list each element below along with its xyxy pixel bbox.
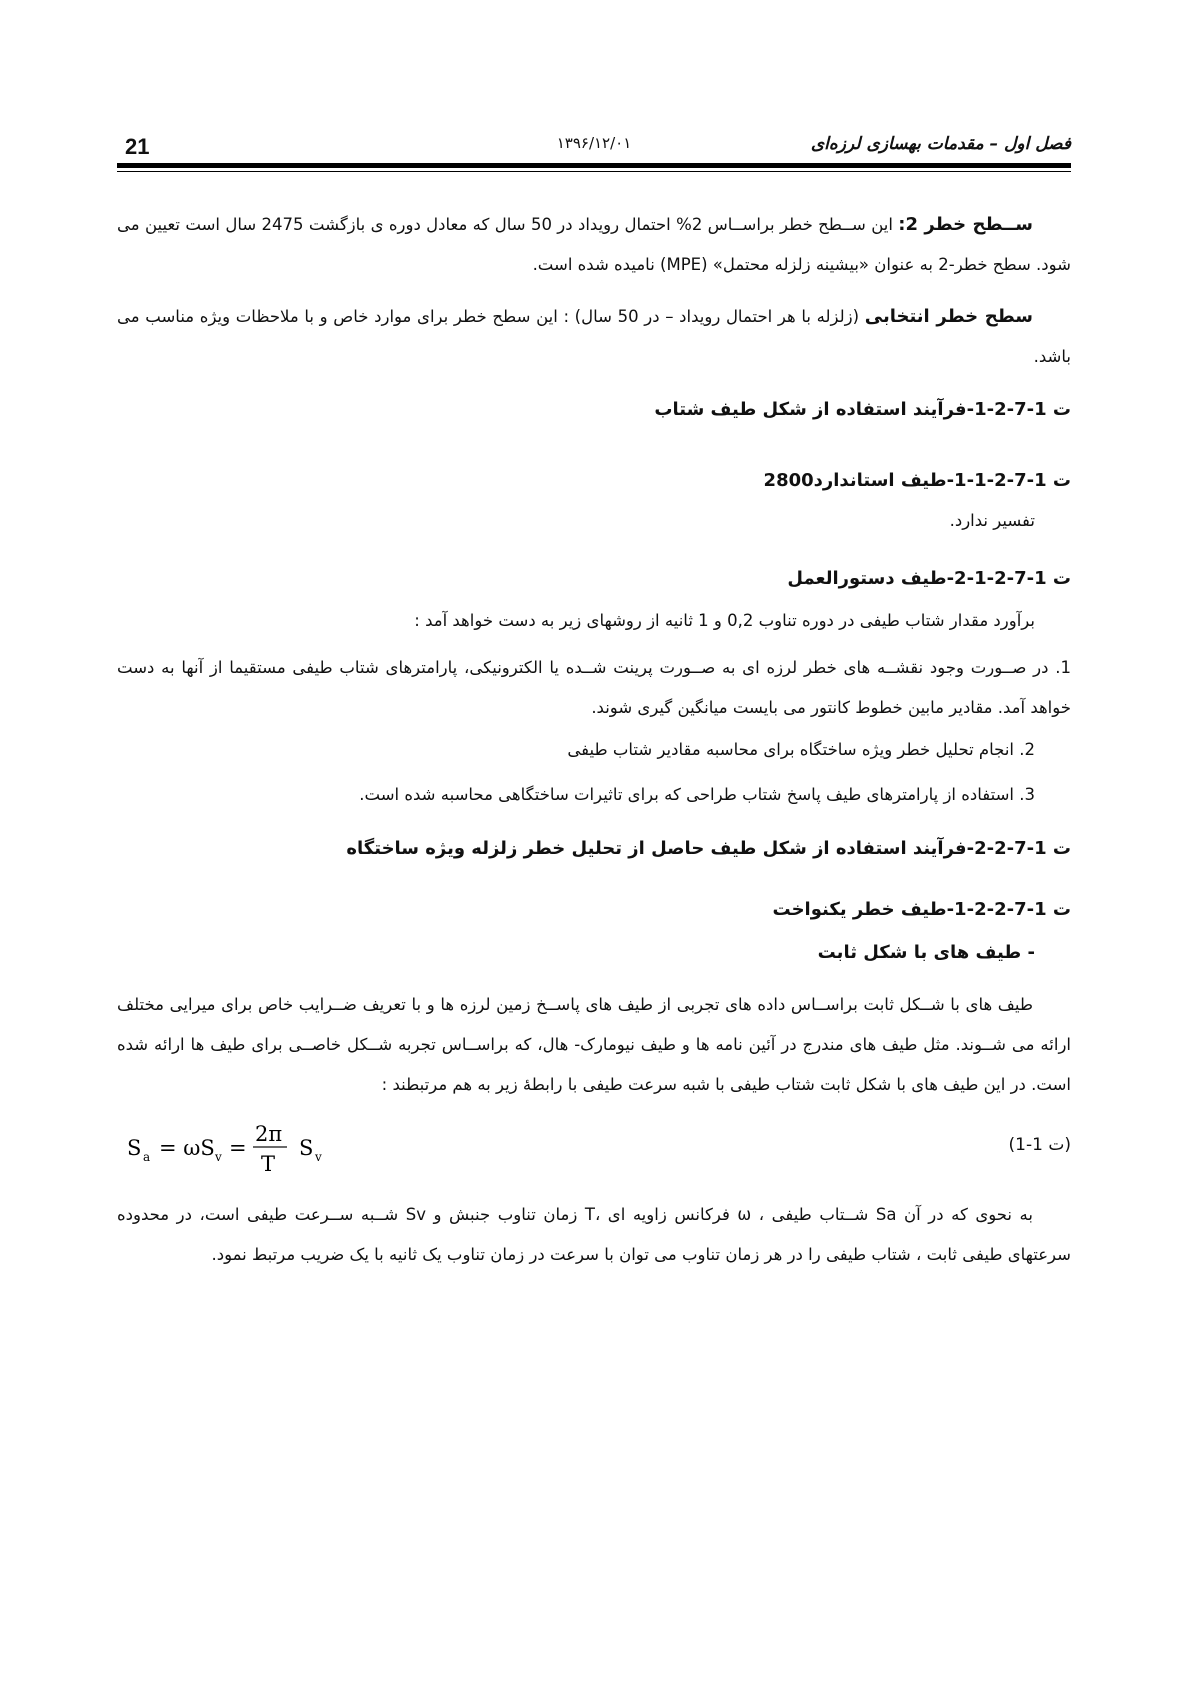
- equation: [127, 1117, 367, 1181]
- eq-mid-sub: v: [215, 1150, 222, 1164]
- section-heading: ت 1-7-2-1-2-طیف دستورالعمل: [787, 568, 1071, 589]
- paragraph-text: این ســطح خطر براســاس 2% احتمال رویداد در 50 سال که معادل دوره ی بازگشت 2475 سال است تعیین: [144, 215, 893, 234]
- sub-heading: - طیف های با شکل ثابت: [817, 942, 1035, 963]
- eq-rhs-sub: v: [315, 1150, 322, 1164]
- section-heading: ت 1-7-2-2-1-طیف خطر یکنواخت: [772, 899, 1071, 920]
- header-rule-thick: [117, 163, 1071, 168]
- paragraph-text: طیف ها ارائه شده است. در این طیف های با شکل ثابت شتاب طیفی با شبه سرعت طیفی با رابطهٔ زیر به هم مرتبطند :: [117, 1035, 1071, 1094]
- paragraph-fixed-shape-spectra: [117, 985, 1071, 1105]
- eq-equals: =: [229, 1136, 247, 1160]
- paragraph-text: به نحوی که در آن Sa شــتاب طیفی ، ω فرکانس زاویه ای ،T زمان تناوب جنبش و Sv شــبه ســرعت طیفی است، در محدوده: [117, 1205, 1033, 1224]
- paragraph-text: سرعتهای طیفی ثابت ، شتاب طیفی را در هر زمان تناوب می توان با سرعت در زمان تناوب یک ثانیه با یک ضریب مرتبط نمود.: [211, 1245, 1071, 1264]
- page-body: [117, 205, 1071, 1287]
- section-heading: ت 1-7-2-1-فرآیند استفاده از شکل طیف شتاب: [654, 399, 1071, 420]
- eq-mid: = ωS: [159, 1136, 215, 1160]
- term-hazard-level-2: ســطح خطر 2:: [898, 214, 1033, 235]
- eq-rhs: S: [299, 1136, 314, 1160]
- section-heading: ت 1-7-2-2-فرآیند استفاده از شکل طیف حاصل از تحلیل خطر زلزله ویژه ساختگاه: [346, 838, 1071, 859]
- paragraph-text: مختلف ارائه می شــوند. مثل طیف های مندرج در آئین نامه ها و طیف نیومارک- هال، که براســاس تجربه شــکل خاصــی برای: [117, 995, 1072, 1054]
- header-date: ۱۳۹۶/۱۲/۰۱: [556, 134, 632, 152]
- paragraph-text: (زلزله با هر احتمال رویداد – در 50 سال) : این سطح خطر برای موارد خاص و با ملاحظات ویژه مناسب: [145, 307, 860, 326]
- paragraph-text: طیف های با شــکل ثابت براســاس داده های تجربی از طیف های پاســخ زمین لرزه ها و با تعریف ضــرایب خاص برای میرایی: [169, 995, 1034, 1014]
- list-item: 3. استفاده از پارامترهای طیف پاسخ شتاب طراحی که برای تاثیرات ساختگاهی محاسبه شده است.: [359, 785, 1035, 804]
- paragraph-text: تفسیر ندارد.: [949, 511, 1035, 530]
- paragraph-text: می باشد.: [117, 307, 1071, 366]
- page-number: 21: [125, 134, 150, 159]
- paragraph-text: می شود. سطح خطر-2 به عنوان «بیشینه زلزله محتمل» (MPE) نامیده شده است.: [117, 215, 1071, 274]
- section-heading: ت 1-7-2-1-1-طیف استاندارد2800: [763, 470, 1071, 491]
- equation-row: [117, 1117, 1071, 1181]
- eq-lhs-sub: a: [143, 1150, 151, 1164]
- eq-frac-den: T: [261, 1152, 276, 1176]
- paragraph-equation-explanation: [117, 1195, 1071, 1275]
- eq-lhs: S: [127, 1136, 142, 1160]
- header-rule-thin: [117, 171, 1071, 172]
- chapter-title: فصل اول – مقدمات بهسازی لرزه‌ای: [810, 134, 1071, 154]
- paragraph-hazard-level-2: [117, 205, 1071, 285]
- eq-frac-num: 2π: [255, 1122, 283, 1146]
- equation-label: (ت 1-1): [1008, 1135, 1071, 1155]
- list-item: 2. انجام تحلیل خطر ویژه ساختگاه برای محاسبه مقادیر شتاب طیفی: [567, 740, 1035, 759]
- list-item: [117, 648, 1071, 728]
- list-item-text: 1. در صــورت وجود نقشــه های خطر لرزه ای به صــورت پرینت شــده یا الکترونیکی، پارامترهای شتاب طیفی مستقیما از آنها به: [161, 658, 1071, 677]
- term-selected-hazard: سطح خطر انتخابی: [864, 306, 1033, 327]
- paragraph-text: برآورد مقدار شتاب طیفی در دوره تناوب 0,2 و 1 ثانیه از روشهای زیر به دست خواهد آمد :: [414, 611, 1035, 630]
- paragraph-selected-hazard: [117, 297, 1071, 377]
- list-item-text: دست خواهد آمد. مقادیر مابین خطوط کانتور می بایست میانگین گیری شوند.: [117, 658, 1071, 717]
